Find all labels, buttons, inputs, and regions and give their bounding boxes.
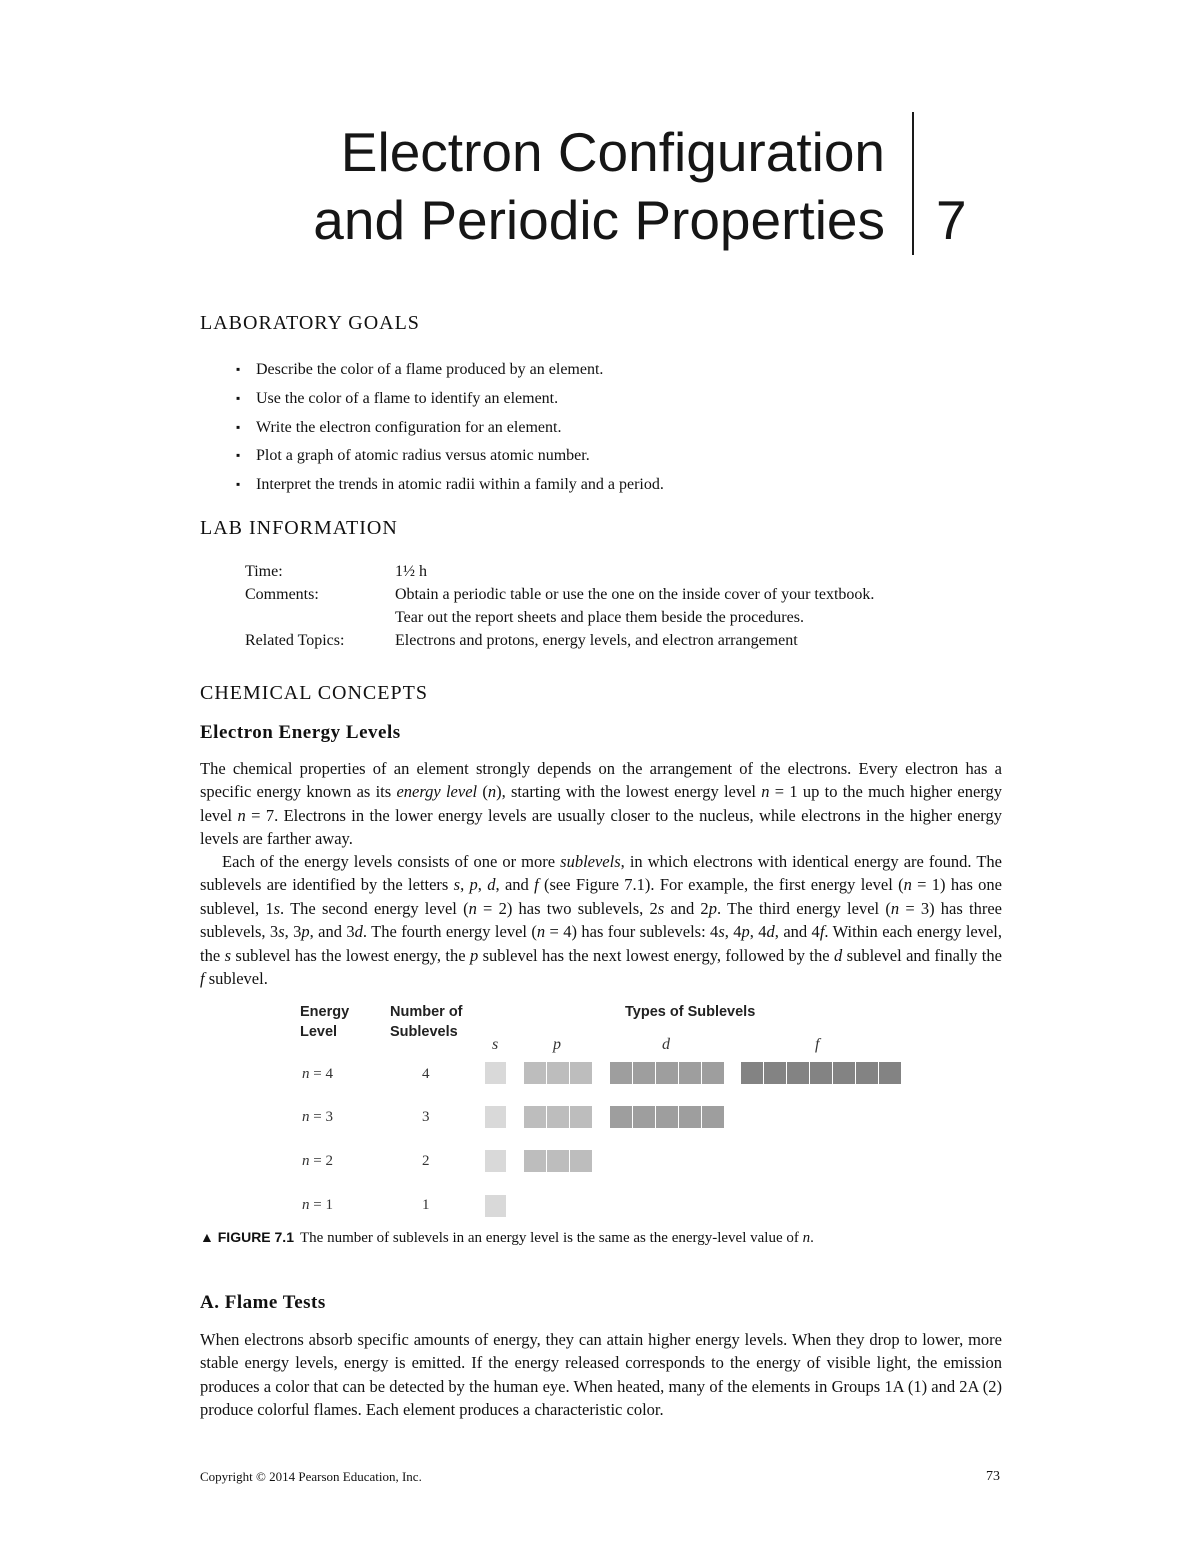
info-value: Tear out the report sheets and place them beside the procedures. (395, 609, 804, 626)
goals-heading: LABORATORY GOALS (200, 312, 420, 334)
fig-col-number-sublevels: Number of Sublevels (390, 1004, 463, 1040)
concepts-heading: CHEMICAL CONCEPTS (200, 682, 428, 704)
chapter-title-line-1: Electron Configuration (340, 121, 885, 183)
list-item: ▪ Write the electron configuration for an element. (236, 413, 664, 442)
title-divider (912, 112, 914, 255)
sublevel-box-s (485, 1106, 507, 1128)
paragraph-energy-levels: The chemical properties of an element strongly depends on the arrangement of the electrons. Every electron has a specific energy known as its energy level (n), starting with the lowest energy level n = 1 up to the much higher energy level n = 7. Electrons in the lower energy levels are usually closer to the nucleus, while electrons in the higher energy levels are farther away. (200, 759, 1003, 849)
fig-row-level: n = 4 (302, 1066, 333, 1082)
goals-list (236, 355, 664, 499)
list-item: ▪ Plot a graph of atomic radius versus atomic number. (236, 441, 664, 470)
energy-levels-heading: Electron Energy Levels (200, 722, 401, 743)
page-number: 73 (986, 1469, 1000, 1484)
info-label: Comments: (245, 586, 319, 603)
figure-caption: ▲ FIGURE 7.1 The number of sublevels in an energy level is the same as the energy-level value of n. (200, 1229, 814, 1246)
sublevel-box-s (485, 1150, 507, 1172)
bullet-icon: ▪ (236, 448, 241, 463)
fig-label-p: p (553, 1036, 561, 1053)
copyright: Copyright © 2014 Pearson Education, Inc. (200, 1469, 422, 1484)
fig-row-level: n = 2 (302, 1153, 333, 1169)
sublevel-box-d (610, 1062, 725, 1084)
sublevel-box-p (524, 1062, 593, 1084)
fig-row-level: n = 1 (302, 1197, 333, 1213)
fig-row-level: n = 3 (302, 1109, 333, 1125)
fig-row-count: 4 (422, 1066, 430, 1082)
bullet-icon: ▪ (236, 362, 241, 376)
fig-label-s: s (492, 1036, 499, 1053)
info-row-topics (245, 629, 995, 652)
fig-label-f: f (815, 1036, 820, 1053)
info-row-comments (245, 583, 995, 606)
figure-sublevels (290, 1000, 930, 1230)
sublevel-box-p (524, 1150, 593, 1172)
list-item: ▪ Interpret the trends in atomic radii within a family and a period. (236, 470, 664, 499)
sublevel-box-s (485, 1195, 507, 1217)
paragraph-flame-tests: When electrons absorb specific amounts of energy, they can attain higher energy levels. When they drop to lower, more stable energy levels, energy is emitted. If the energy released corresponds to the energy of visible light, the emission produces a color that can be detected by the human eye. When heated, many of the elements in Groups 1A (1) and 2A (2) produce colorful flames. Each element produces a characteristic color. (200, 1330, 1002, 1420)
sublevel-box-f (741, 1062, 902, 1084)
info-row-comments-cont (245, 606, 995, 629)
sublevel-box-d (610, 1106, 725, 1128)
chapter-title-line-2: and Periodic Properties (313, 189, 885, 251)
fig-col-energy-level: Energy Level (300, 1004, 350, 1040)
chapter-title (180, 118, 885, 254)
chapter-number: 7 (936, 189, 967, 251)
sublevel-box-s (485, 1062, 507, 1084)
info-value: Electrons and protons, energy levels, and electron arrangement (395, 632, 798, 649)
info-row-time (245, 560, 995, 583)
info-label: Related Topics: (245, 632, 345, 649)
bullet-icon: ▪ (236, 477, 241, 492)
lab-info-heading: LAB INFORMATION (200, 517, 398, 539)
lab-info-table (245, 560, 995, 652)
info-label: Time: (245, 563, 283, 580)
fig-row-count: 2 (422, 1153, 430, 1169)
fig-row-count: 3 (422, 1109, 430, 1125)
list-item: ▪ Use the color of a flame to identify an element. (236, 384, 664, 413)
info-value: Obtain a periodic table or use the one on the inside cover of your textbook. (395, 586, 875, 603)
list-item: ▪ Describe the color of a flame produced by an element. (236, 355, 664, 384)
fig-label-d: d (662, 1036, 670, 1053)
fig-col-types: Types of Sublevels (625, 1004, 756, 1020)
flame-tests-heading: A. Flame Tests (200, 1292, 326, 1313)
info-value: 1½ h (395, 563, 427, 580)
bullet-icon: ▪ (236, 419, 241, 434)
sublevel-box-p (524, 1106, 593, 1128)
bullet-icon: ▪ (236, 390, 241, 405)
fig-row-count: 1 (422, 1197, 430, 1213)
paragraph-sublevels: Each of the energy levels consists of one or more sublevels, in which electrons with identical energy are found. The sublevels are identified by the letters s, p, d, and f (see Figure 7.1). For example, the first energy level (n = 1) has one sublevel, 1s. The second energy level (n = 2) has two sublevels, 2s and 2p. The third energy level (n = 3) has three sublevels, 3s, 3p, and 3d. The fourth energy level (n = 4) has four sublevels: 4s, 4p, 4d, and 4f. Within each energy level, the s sublevel has the lowest energy, the p sublevel has the next lowest energy, followed by the d sublevel and finally the f sublevel. (200, 852, 1003, 989)
figure-label: ▲ FIGURE 7.1 (200, 1229, 294, 1245)
